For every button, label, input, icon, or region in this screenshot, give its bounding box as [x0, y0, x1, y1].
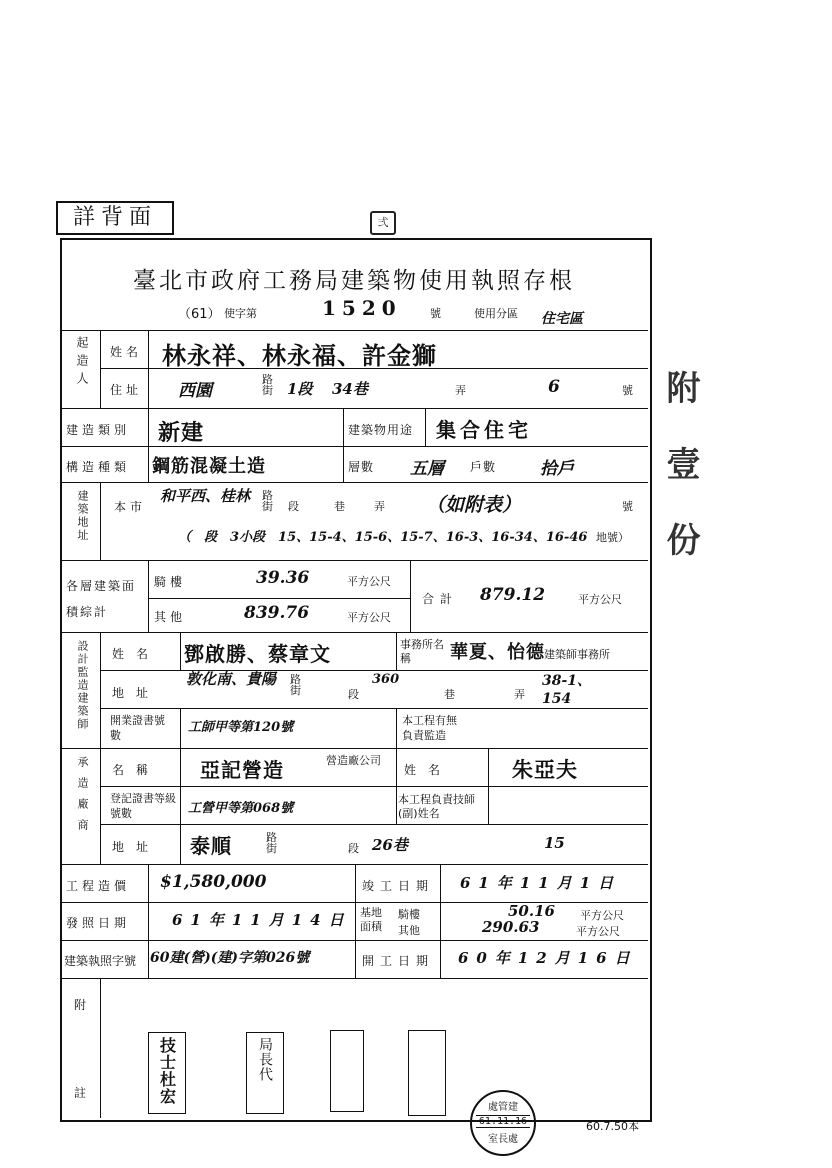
designer-reg-label: 開業證書號數	[110, 714, 165, 742]
row-line	[60, 482, 648, 483]
floors-label: 層數	[348, 460, 375, 474]
contractor-reg-value: 工營甲等第068號	[188, 801, 294, 816]
designer-reg-value: 工師甲等第120號	[188, 720, 294, 735]
contractor-tech-label: 本工程負責技師(副)姓名	[398, 793, 475, 820]
col-line	[148, 560, 149, 632]
date-seal-date: 61.11.16	[476, 1115, 530, 1128]
applicant-section-label: 起造人	[75, 336, 89, 390]
other-label: 其他	[154, 610, 187, 624]
site-alley: 弄	[374, 500, 385, 513]
row-line	[100, 708, 648, 709]
col-line	[180, 748, 181, 864]
site-city: 本市	[114, 500, 147, 514]
contractor-addr-no: 15	[544, 834, 565, 852]
row-line	[60, 632, 648, 633]
license-prefix: （61）	[178, 307, 221, 322]
applicant-name-label: 姓名	[110, 345, 143, 359]
license-suffix: 號	[430, 307, 441, 320]
total-unit: 平方公尺	[578, 593, 622, 606]
units-label: 戶數	[470, 460, 497, 474]
row-line	[100, 786, 648, 787]
designer-lane-no: 360	[372, 672, 400, 687]
applicant-addr-no: 6	[548, 377, 560, 397]
contractor-reg-label: 登記證書等級號數	[110, 792, 176, 820]
site-duan: 段	[288, 500, 299, 513]
start-label: 開工日期	[362, 954, 435, 968]
cost-value: $1,580,000	[160, 872, 267, 892]
applicant-addr-hao: 號	[622, 384, 633, 397]
row-line	[100, 824, 648, 825]
total-value: 879.12	[480, 585, 546, 605]
base-arcade-label: 騎樓	[398, 908, 420, 921]
designer-no: 38-1、154	[542, 673, 592, 707]
contractor-addr-label: 地址	[112, 840, 161, 854]
col-line	[488, 748, 489, 824]
stamp-box	[408, 1030, 446, 1116]
col-line	[355, 864, 356, 978]
site-lane: 巷	[334, 500, 345, 513]
col-line	[440, 864, 441, 978]
base-arcade-unit: 平方公尺	[580, 909, 624, 922]
office-label: 事務所名稱	[400, 638, 444, 665]
print-code: 60.7.50本	[586, 1120, 639, 1133]
row-line	[60, 978, 648, 979]
designer-alley: 弄	[514, 688, 525, 701]
base-other-unit: 平方公尺	[576, 925, 620, 938]
site-lot-line: （ 段 3小段 15、15-4、15-6、15-7、16-3、16-34、16-46	[178, 530, 588, 545]
contractor-section-label: 承造廠商	[76, 756, 89, 840]
remarks-label-bottom: 註	[74, 1086, 91, 1100]
license-char: 使字第	[224, 307, 257, 320]
done-value: 61年11月1日	[460, 874, 622, 892]
designer-addr-label: 地址	[112, 686, 161, 700]
col-line	[100, 482, 101, 560]
remarks-label-top: 附	[74, 998, 91, 1012]
contractor-addr-road-label: 路街	[266, 831, 277, 855]
permit-value: 60建(營)(建)字第026號	[150, 950, 310, 966]
site-road-label: 路街	[262, 489, 273, 513]
designer-lane: 巷	[444, 688, 455, 701]
contractor-addr-lane: 26巷	[372, 836, 408, 854]
applicant-addr-duan: 1段	[287, 380, 313, 398]
col-line	[148, 330, 149, 408]
col-line	[148, 408, 149, 482]
start-value: 60年12月16日	[458, 949, 638, 967]
row-line	[148, 598, 410, 599]
base-arcade-value: 50.16	[508, 902, 555, 920]
area-section-label: 各層建築面積綜計	[66, 579, 137, 619]
stamp-director: 局長代	[257, 1037, 273, 1082]
col-line	[180, 708, 181, 748]
col-line	[425, 408, 426, 446]
designer-name-value: 鄧啟勝、蔡章文	[184, 642, 331, 666]
office-suffix: 建築師事務所	[544, 648, 610, 661]
date-seal-bottom: 室長處	[488, 1134, 518, 1145]
arcade-value: 39.36	[256, 568, 310, 588]
build-type-label: 建造類別	[66, 423, 131, 437]
form-title: 臺北市政府工務局建築物使用執照存根	[133, 268, 575, 294]
site-road: 和平西、桂林	[160, 487, 251, 505]
site-section-label: 建築地址	[76, 490, 89, 542]
contractor-person-label: 姓名	[404, 763, 453, 777]
contractor-addr-duan: 段	[348, 842, 359, 855]
contractor-person-value: 朱亞夫	[512, 757, 578, 782]
issue-label: 發照日期	[66, 916, 131, 930]
license-number: 1520	[322, 296, 402, 320]
col-line	[100, 330, 101, 408]
issue-value: 61年11月14日	[172, 911, 352, 929]
arcade-unit: 平方公尺	[347, 575, 391, 588]
site-hao: 號	[622, 500, 633, 513]
base-other-value: 290.63	[482, 918, 540, 936]
col-line	[100, 978, 101, 1118]
site-note: （如附表）	[426, 494, 522, 516]
designer-section-label: 設計監造建築師	[76, 640, 89, 731]
applicant-addr-lane: 34巷	[332, 380, 368, 398]
site-lot-label: 地號）	[596, 531, 629, 544]
office-value: 華夏、怡德	[450, 642, 545, 663]
permit-label: 建築執照字號	[64, 954, 137, 968]
date-seal-top: 處管建	[488, 1102, 518, 1113]
done-label: 竣工日期	[362, 879, 435, 893]
back-label: 詳背面	[56, 201, 174, 235]
corner-mark: 弍	[370, 211, 396, 235]
total-label: 合計	[422, 592, 459, 606]
cost-label: 工程造價	[66, 879, 131, 893]
units-value: 拾戶	[540, 459, 574, 479]
applicant-road-label: 路街	[262, 373, 273, 397]
designer-name-label: 姓名	[112, 647, 161, 661]
build-type-value: 新建	[158, 420, 205, 446]
contractor-name-label: 名稱	[112, 763, 161, 777]
designer-addr-road: 敦化南、貴陽	[186, 670, 277, 688]
other-value: 839.76	[244, 603, 310, 623]
use-value: 集合住宅	[436, 418, 532, 442]
col-line	[396, 632, 397, 670]
base-other-label: 其他	[398, 924, 420, 937]
row-line	[60, 748, 648, 749]
stamp-box	[246, 1032, 284, 1114]
applicant-addr-label: 住址	[110, 383, 143, 397]
zone-label: 使用分區	[474, 307, 518, 320]
zone-value: 住宅區	[541, 311, 583, 327]
structure-value: 鋼筋混凝土造	[152, 456, 266, 477]
other-unit: 平方公尺	[347, 611, 391, 624]
base-label: 基地面積	[360, 906, 382, 933]
use-label: 建築物用途	[348, 423, 414, 437]
designer-duan: 段	[348, 688, 359, 701]
stamp-box	[330, 1030, 364, 1112]
col-line	[148, 864, 149, 978]
stamp-technician: 技士杜宏	[157, 1037, 177, 1105]
applicant-addr-road: 西園	[178, 381, 212, 401]
col-line	[343, 446, 344, 482]
col-line	[396, 708, 397, 748]
floors-value: 五層	[410, 459, 444, 479]
col-line	[180, 632, 181, 670]
col-line	[343, 408, 344, 446]
applicant-name-value: 林永祥、林永福、許金獅	[162, 341, 437, 370]
contractor-name-value: 亞記營造	[200, 758, 284, 782]
applicant-addr-alley: 弄	[455, 384, 466, 397]
designer-road-label: 路街	[290, 673, 301, 697]
margin-text: 附壹份	[660, 370, 700, 598]
col-line	[396, 748, 397, 824]
contractor-name-suffix: 營造廠公司	[326, 754, 381, 767]
col-line	[100, 632, 101, 864]
col-line	[410, 560, 411, 632]
arcade-label: 騎樓	[154, 575, 187, 589]
row-line	[100, 670, 648, 671]
stamp-box	[148, 1032, 186, 1114]
date-seal	[470, 1090, 536, 1156]
structure-label: 構造種類	[66, 460, 131, 474]
designer-resp-label: 本工程有無負責監造	[402, 714, 457, 742]
contractor-addr-value: 泰順	[190, 834, 232, 858]
